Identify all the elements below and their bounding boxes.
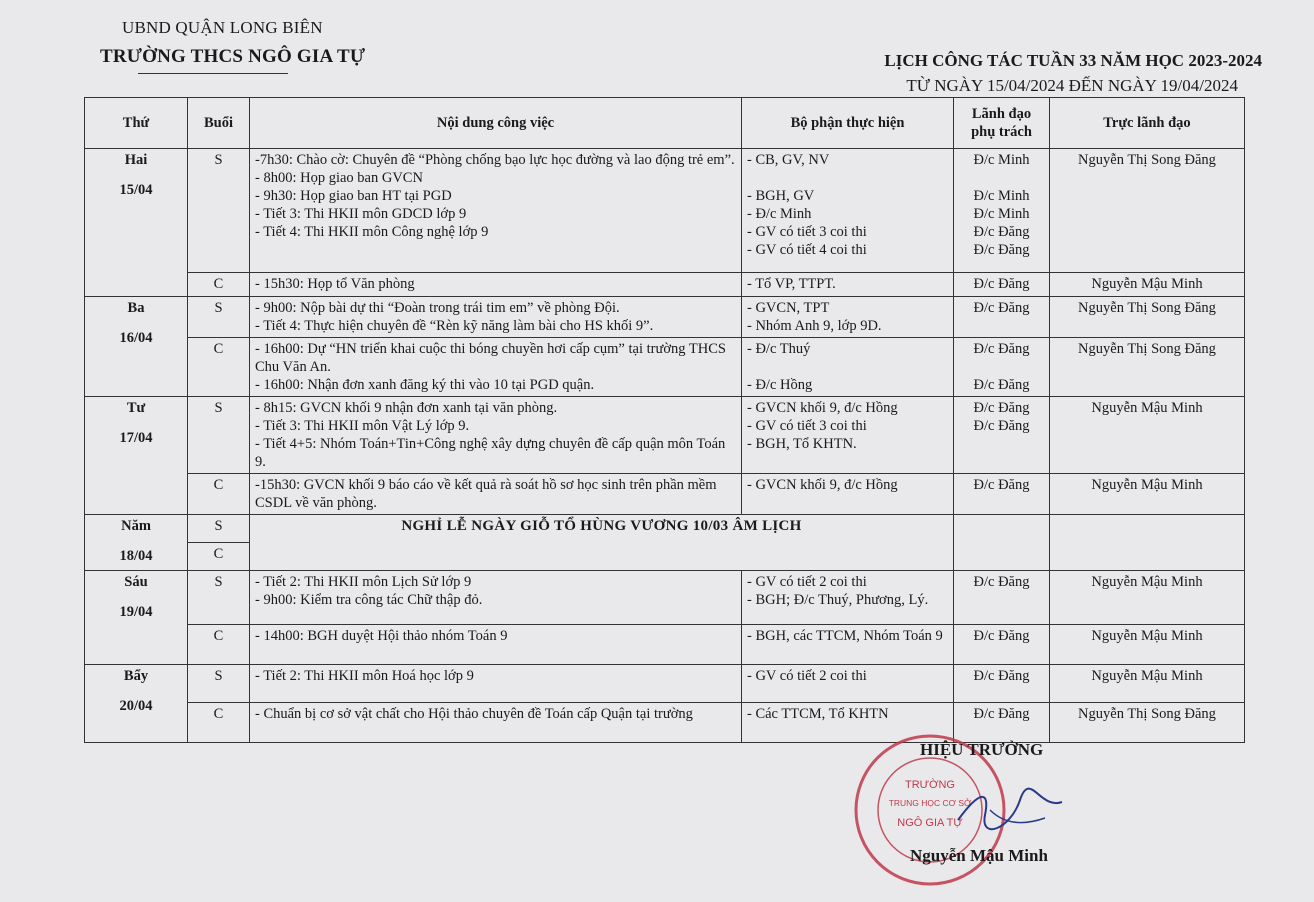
session-cell: C — [188, 543, 250, 571]
duty-leader-cell: Nguyễn Thị Song Đăng — [1050, 297, 1245, 338]
school-name-underline — [138, 73, 288, 74]
leader-line: Đ/c Đăng — [973, 377, 1030, 393]
svg-text:NGÔ GIA TỰ: NGÔ GIA TỰ — [897, 817, 963, 829]
session-cell: C — [188, 625, 250, 665]
school-name: TRƯỜNG THCS NGÔ GIA TỰ — [100, 46, 366, 67]
table-row — [85, 397, 1245, 474]
principal-signature — [950, 780, 1070, 840]
leader-cell: Đ/c Đăng — [954, 474, 1050, 515]
department-cell: - BGH, các TTCM, Nhóm Toán 9 — [742, 625, 954, 665]
session-cell: C — [188, 474, 250, 515]
leader-cell: Đ/c Đăng — [954, 665, 1050, 703]
header-bo-phan: Bộ phận thực hiện — [742, 98, 954, 149]
session-cell: C — [188, 273, 250, 297]
task-line: - 16h00: Nhận đơn xanh đăng ký thi vào 10 tại PGD quận. — [255, 377, 595, 393]
header-lanh-dao: Lãnh đạo phụ trách — [954, 98, 1050, 149]
task-line: - Tiết 4: Thi HKII môn Công nghệ lớp 9 — [255, 224, 489, 240]
day-date: 20/04 — [119, 698, 153, 714]
department-cell — [742, 149, 954, 273]
schedule-title: LỊCH CÔNG TÁC TUẦN 33 NĂM HỌC 2023-2024 — [884, 51, 1262, 70]
leader-line: Đ/c Đăng — [973, 224, 1030, 240]
day-cell — [85, 665, 188, 743]
task-line: - 9h00: Kiểm tra công tác Chữ thập đỏ. — [255, 592, 483, 608]
schedule-date-range: TỪ NGÀY 15/04/2024 ĐẾN NGÀY 19/04/2024 — [906, 76, 1238, 95]
task-content-cell — [250, 149, 742, 273]
table-row — [85, 297, 1245, 338]
task-line: - Tiết 4+5: Nhóm Toán+Tin+Công nghệ xây dựng chuyên đề cấp quận môn Toán 9. — [255, 436, 726, 470]
table-row — [85, 703, 1245, 743]
department-cell: - Tổ VP, TTPT. — [742, 273, 954, 297]
leader-cell: Đ/c Đăng — [954, 571, 1050, 625]
svg-text:TRUNG HỌC CƠ SỞ: TRUNG HỌC CƠ SỞ — [888, 798, 972, 808]
session-cell: S — [188, 571, 250, 625]
department-line: - GVCN, TPT — [747, 300, 830, 316]
department-cell: - GVCN khối 9, đ/c Hồng — [742, 474, 954, 515]
day-cell — [85, 297, 188, 397]
duty-leader-cell: Nguyễn Mậu Minh — [1050, 625, 1245, 665]
weekly-schedule-table — [84, 97, 1245, 743]
day-date: 18/04 — [119, 548, 153, 564]
task-content-cell: -15h30: GVCN khối 9 báo cáo về kết quả rà soát hồ sơ học sinh trên phần mềm CSDL về văn phòng. — [250, 474, 742, 515]
leader-cell — [954, 149, 1050, 273]
table-row — [85, 515, 1245, 543]
department-cell: - GV có tiết 2 coi thi — [742, 665, 954, 703]
day-name: Ba — [127, 300, 145, 316]
table-row — [85, 273, 1245, 297]
department-line: - GV có tiết 3 coi thi — [747, 418, 867, 434]
holiday-notice: NGHỈ LỄ NGÀY GIỖ TỔ HÙNG VƯƠNG 10/03 ÂM LỊCH — [250, 515, 954, 571]
task-line: -7h30: Chào cờ: Chuyên đề “Phòng chống bạo lực học đường và lao động trẻ em”. — [255, 152, 735, 168]
district-committee-name: UBND QUẬN LONG BIÊN — [122, 18, 323, 37]
task-content-cell — [250, 338, 742, 397]
leader-line: Đ/c Đăng — [973, 400, 1030, 416]
department-line: - Đ/c Thuý — [747, 341, 811, 357]
department-line: - GVCN khối 9, đ/c Hồng — [747, 400, 898, 416]
principal-name: Nguyễn Mậu Minh — [910, 846, 1048, 865]
task-line: - Tiết 4: Thực hiện chuyên đề “Rèn kỹ năng làm bài cho HS khối 9”. — [255, 318, 654, 334]
leader-cell: Đ/c Đăng — [954, 297, 1050, 338]
task-line: - 8h15: GVCN khối 9 nhận đơn xanh tại văn phòng. — [255, 400, 558, 416]
session-cell: S — [188, 397, 250, 474]
leader-line: Đ/c Đăng — [973, 242, 1030, 258]
day-name: Hai — [124, 152, 148, 168]
leader-cell: Đ/c Đăng — [954, 625, 1050, 665]
task-content-cell: - Chuẩn bị cơ sở vật chất cho Hội thảo chuyên đề Toán cấp Quận tại trường — [250, 703, 742, 743]
task-line: - Tiết 3: Thi HKII môn GDCD lớp 9 — [255, 206, 467, 222]
leader-line: Đ/c Minh — [973, 188, 1030, 204]
department-line: - GV có tiết 2 coi thi — [747, 574, 867, 590]
department-line: - BGH, Tổ KHTN. — [747, 436, 857, 452]
task-line: - Tiết 3: Thi HKII môn Vật Lý lớp 9. — [255, 418, 470, 434]
leader-line: Đ/c Minh — [973, 152, 1030, 168]
header-noi-dung: Nội dung công việc — [250, 98, 742, 149]
task-line: - 8h00: Họp giao ban GVCN — [255, 170, 423, 186]
day-date: 19/04 — [119, 604, 153, 620]
department-cell — [742, 338, 954, 397]
table-row — [85, 474, 1245, 515]
duty-leader-cell — [1050, 515, 1245, 571]
day-date: 16/04 — [119, 330, 153, 346]
duty-leader-cell: Nguyễn Mậu Minh — [1050, 474, 1245, 515]
table-row — [85, 625, 1245, 665]
leader-cell — [954, 515, 1050, 571]
table-header-row — [85, 98, 1245, 149]
leader-cell: Đ/c Đăng — [954, 703, 1050, 743]
duty-leader-cell: Nguyễn Thị Song Đăng — [1050, 703, 1245, 743]
day-name: Sáu — [124, 574, 148, 590]
table-row — [85, 571, 1245, 625]
day-cell — [85, 149, 188, 297]
task-line: - 9h30: Họp giao ban HT tại PGD — [255, 188, 452, 204]
department-line: - BGH, GV — [747, 188, 815, 204]
day-date: 17/04 — [119, 430, 153, 446]
header-buoi: Buổi — [188, 98, 250, 149]
department-line: - GV có tiết 4 coi thi — [747, 242, 867, 258]
task-content-cell — [250, 397, 742, 474]
department-line: - Đ/c Hồng — [747, 377, 813, 393]
session-cell: S — [188, 515, 250, 543]
leader-cell — [954, 397, 1050, 474]
leader-cell: Đ/c Đăng — [954, 273, 1050, 297]
department-line: - BGH; Đ/c Thuý, Phương, Lý. — [747, 592, 929, 608]
department-cell — [742, 297, 954, 338]
task-content-cell: - Tiết 2: Thi HKII môn Hoá học lớp 9 — [250, 665, 742, 703]
session-cell: C — [188, 703, 250, 743]
department-cell — [742, 397, 954, 474]
header-truc-lanh-dao: Trực lãnh đạo — [1050, 98, 1245, 149]
leader-line: Đ/c Minh — [973, 206, 1030, 222]
duty-leader-cell: Nguyễn Mậu Minh — [1050, 665, 1245, 703]
leader-line: Đ/c Đăng — [973, 341, 1030, 357]
task-content-cell — [250, 297, 742, 338]
session-cell: S — [188, 297, 250, 338]
department-cell: - Các TTCM, Tổ KHTN — [742, 703, 954, 743]
leader-line: Đ/c Đăng — [973, 418, 1030, 434]
session-cell: C — [188, 338, 250, 397]
duty-leader-cell: Nguyễn Mậu Minh — [1050, 571, 1245, 625]
day-name: Bẩy — [123, 668, 149, 684]
task-content-cell: - 15h30: Họp tổ Văn phòng — [250, 273, 742, 297]
duty-leader-cell: Nguyễn Thị Song Đăng — [1050, 338, 1245, 397]
leader-cell — [954, 338, 1050, 397]
task-line: - Tiết 2: Thi HKII môn Lịch Sử lớp 9 — [255, 574, 472, 590]
department-line: - GV có tiết 3 coi thi — [747, 224, 867, 240]
day-name: Tư — [126, 400, 146, 416]
table-row — [85, 665, 1245, 703]
task-content-cell: - 14h00: BGH duyệt Hội thảo nhóm Toán 9 — [250, 625, 742, 665]
header-thu: Thứ — [85, 98, 188, 149]
day-cell — [85, 515, 188, 571]
task-line: - 16h00: Dự “HN triển khai cuộc thi bóng chuyền hơi cấp cụm” tại trường THCS Chu Văn An. — [255, 341, 726, 375]
day-cell — [85, 571, 188, 665]
svg-text:TRƯỜNG: TRƯỜNG — [905, 779, 955, 791]
duty-leader-cell: Nguyễn Thị Song Đăng — [1050, 149, 1245, 273]
day-name: Năm — [121, 518, 151, 534]
task-content-cell — [250, 571, 742, 625]
day-date: 15/04 — [119, 182, 153, 198]
department-cell — [742, 571, 954, 625]
department-line: - Nhóm Anh 9, lớp 9D. — [747, 318, 882, 334]
principal-title: HIỆU TRƯỞNG — [920, 740, 1044, 759]
table-row — [85, 338, 1245, 397]
department-line: - CB, GV, NV — [747, 152, 830, 168]
session-cell: S — [188, 149, 250, 273]
duty-leader-cell: Nguyễn Mậu Minh — [1050, 273, 1245, 297]
table-row — [85, 149, 1245, 273]
duty-leader-cell: Nguyễn Mậu Minh — [1050, 397, 1245, 474]
session-cell: S — [188, 665, 250, 703]
day-cell — [85, 397, 188, 515]
task-line: - 9h00: Nộp bài dự thi “Đoàn trong trái tim em” về phòng Đội. — [255, 300, 620, 316]
department-line: - Đ/c Minh — [747, 206, 812, 222]
